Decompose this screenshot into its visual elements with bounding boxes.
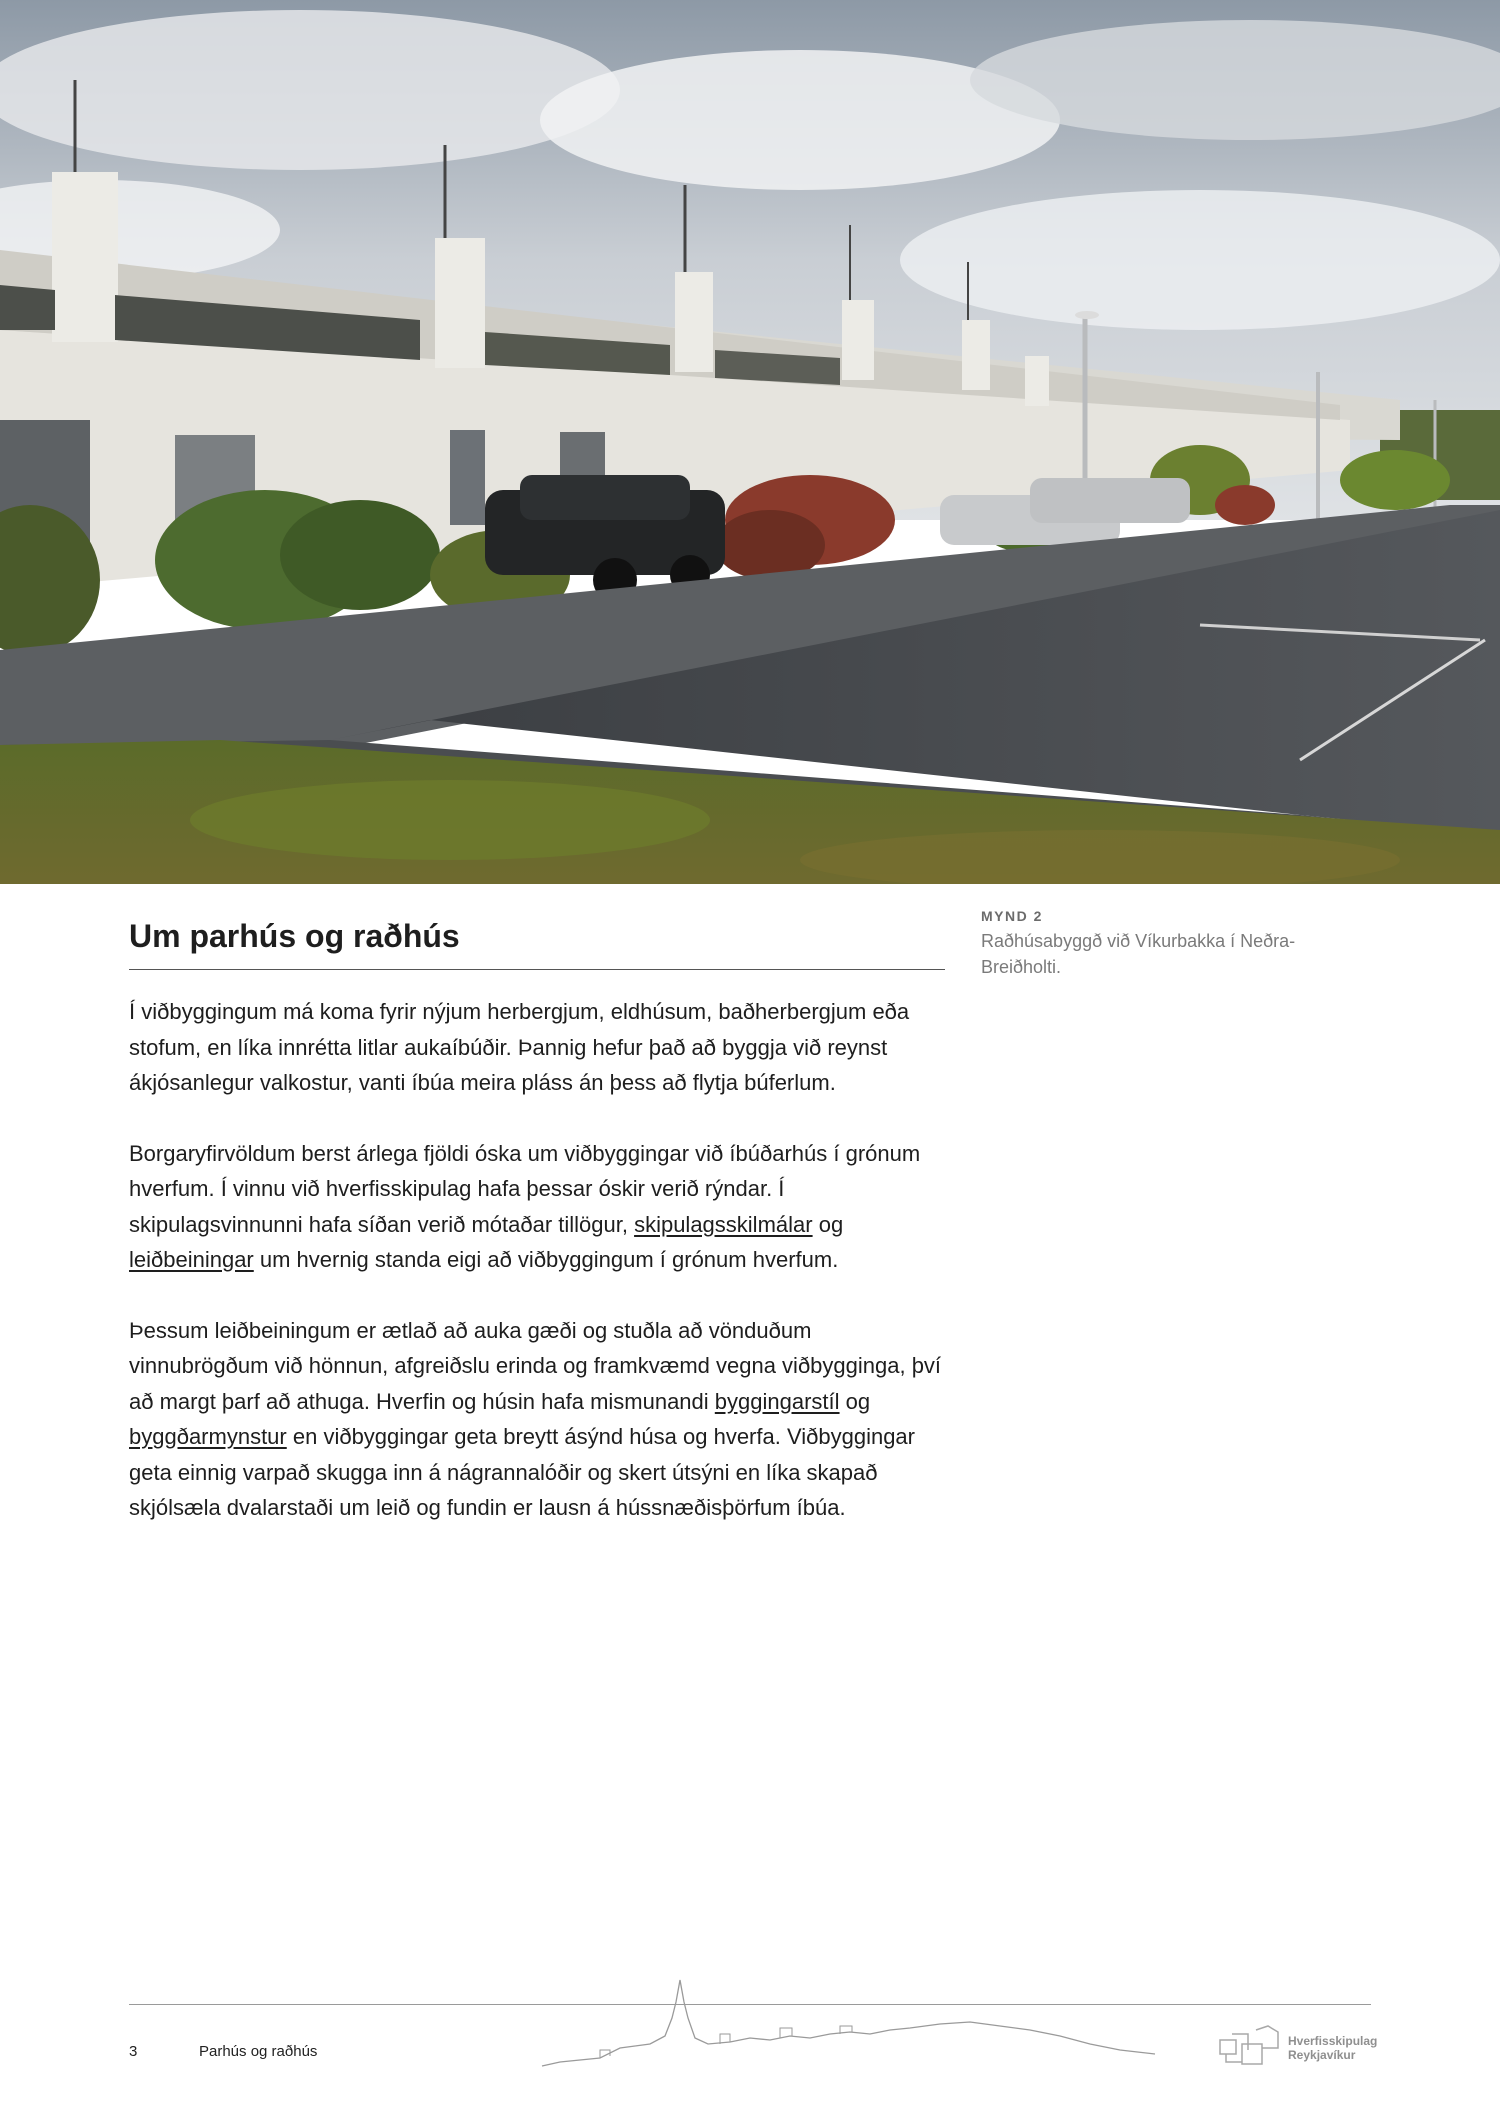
figure-caption-text: Raðhúsabyggð við Víkurbakka í Neðra-Breiðholti. [981, 931, 1296, 977]
paragraph-1: Í viðbyggingum má koma fyrir nýjum herbergjum, eldhúsum, baðherbergjum eða stofum, en líka innrétta litlar aukaíbúðir. Þannig hefur það að byggja við reynst ákjósanlegur valkostur, vanti íbúa meira pláss án þess að flytja búferlum. [129, 999, 910, 1095]
logo-line-2: Reykjavíkur [1288, 2048, 1356, 2062]
link-byggdarmynstur[interactable]: byggðarmynstur [129, 1424, 287, 1449]
link-skipulagsskilmalar[interactable]: skipulagsskilmálar [634, 1211, 813, 1237]
paragraph-2-text-a: Borgaryfirvöldum berst árlega fjöldi óska um viðbyggingar við íbúðarhús í grónum hverfum. Í vinnu við hverfisskipulag hafa þessar óskir verið rýndar. Í skipulagsvinnunni hafa síðan verið mótaðar tillögur, [129, 1140, 921, 1237]
article-body [129, 918, 945, 1526]
logo-wordmark [1288, 2034, 1377, 2062]
hero-photo-row-houses [0, 0, 1500, 884]
page-number: 3 [129, 2043, 138, 2060]
paragraph-2-text-b: og [812, 1211, 844, 1237]
section-heading: Um parhús og raðhús [129, 918, 945, 970]
paragraph-3 [129, 1313, 945, 1526]
hverfisskipulag-logo-icon [1218, 2024, 1284, 2073]
link-byggingarstil[interactable]: byggingarstíl [714, 1388, 840, 1414]
paragraph-3-text-a: Þessum leiðbeiningum er ætlað að auka gæði og stuðla að vönduðum vinnubrögðum við hönnun, afgreiðslu erinda og framkvæmd vegna viðbygginga, því að margt þarf að athuga. Hverfin og húsin hafa mismunandi [129, 1317, 942, 1414]
paragraph-3-text-b: og [839, 1388, 871, 1414]
city-skyline-illustration [540, 1978, 1160, 2075]
footer-section-title: Parhús og raðhús [199, 2043, 318, 2060]
link-leidbeiningar[interactable]: leiðbeiningar [129, 1247, 254, 1272]
logo-line-1: Hverfisskipulag [1288, 2034, 1378, 2048]
paragraph-2 [129, 1136, 945, 1278]
figure-label: MYND 2 [981, 908, 1043, 924]
paragraph-3-text-c: en viðbyggingar geta breytt ásýnd húsa og hverfa. Viðbyggingar geta einnig varpað skugga inn á nágrannalóðir og skert útsýni en líka skapað skjólsæla dvalarstaði um leið og fundin er lausn á hússnæðisþörfum íbúa. [129, 1424, 915, 1520]
figure-caption [981, 908, 1321, 980]
paragraph-2-text-c: um hvernig standa eigi að viðbyggingum í grónum hverfum. [253, 1247, 839, 1272]
